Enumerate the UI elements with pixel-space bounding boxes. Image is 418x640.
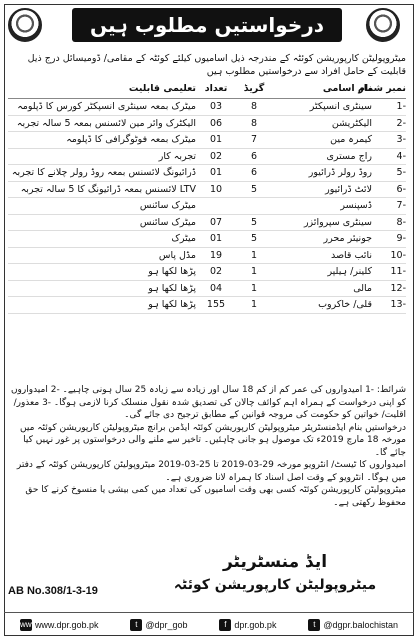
- header-qualification: تعلیمی قابلیت: [128, 83, 196, 94]
- row-title: قلی/ خاکروب: [318, 299, 372, 310]
- row-title: راج مستری: [326, 150, 372, 162]
- row-count: 02: [209, 266, 223, 277]
- header-no: نمبر شمار: [358, 83, 406, 94]
- footer-link[interactable]: [308, 619, 398, 631]
- social-icon: f: [219, 619, 231, 631]
- footer-link[interactable]: [20, 619, 99, 631]
- footer-link[interactable]: [130, 619, 187, 631]
- row-title: الیکٹریشن: [331, 117, 372, 129]
- row-title: سینٹری انسپکٹر: [309, 101, 372, 112]
- row-count: 01: [209, 233, 223, 244]
- row-grade: 7: [250, 134, 258, 145]
- header-title: نام اسامی: [322, 83, 372, 94]
- row-title: کلینر/ ہیلپر: [327, 266, 372, 277]
- row-qualification: ڈرائیونگ لائسنس بمعہ روڈ رولر چلانے کا تجربہ: [11, 167, 196, 178]
- reference-number: AB No.308/1-3-19: [8, 585, 98, 597]
- terms-and-conditions: [8, 384, 406, 509]
- row-grade: [236, 198, 272, 214]
- signature-block: [140, 550, 410, 596]
- row-count: 06: [209, 117, 223, 129]
- footer-link[interactable]: [219, 619, 276, 631]
- row-title: نائب قاصد: [330, 249, 372, 261]
- row-grade: 1: [250, 299, 258, 310]
- row-no: -9: [396, 233, 406, 244]
- footer-link-text: @dpr_gob: [145, 620, 188, 630]
- footer-link-text: dpr.gob.pk: [234, 620, 277, 630]
- row-count: 01: [209, 167, 223, 178]
- table-row: [8, 198, 406, 215]
- row-count: 19: [209, 249, 223, 261]
- signature-title: ایڈ منسٹریٹر: [222, 552, 328, 572]
- social-icon: www: [19, 620, 38, 629]
- row-grade: 1: [250, 282, 258, 294]
- row-qualification: پڑھا لکھا ہو: [148, 266, 196, 277]
- row-no: -13: [390, 299, 406, 310]
- intro-paragraph: میٹروپولیٹن کارپوریشن کوئٹہ کے مندرجہ ذیل اسامیوں کیلئے کوئٹہ کے مقامی/ ڈومیسائل درج ذیل قابلیت کے حامل افراد سے درخواستیں مطلوب ہیں: [27, 53, 406, 77]
- note-paragraph: امیدواروں کا ٹیسٹ/ انٹرویو مورخہ 29-03-2019 تا 25-03-2019 میٹروپولیٹن کارپوریشن کوئٹہ کے دفتر میں ہوگا۔ انٹرویو کے وقت اصل اسناد کا ہمراہ لانا ضروری ہے۔: [16, 460, 406, 483]
- row-no: -6: [396, 183, 406, 195]
- table-row: [8, 116, 406, 133]
- header-grade: گریڈ: [243, 83, 265, 94]
- row-qualification: LTV لائسنس بمعہ ڈرائیونگ کا 5 سالہ تجربہ: [20, 183, 196, 195]
- footer-link-text: @dgpr.balochistan: [323, 620, 399, 630]
- row-title: ڈسپنسر: [340, 200, 372, 211]
- table-row: [8, 248, 406, 265]
- corporation-logo-icon: [366, 8, 400, 42]
- social-icon: t: [308, 619, 320, 631]
- row-title: کیمرہ مین: [330, 134, 372, 145]
- row-no: -3: [396, 134, 406, 145]
- row-no: -8: [396, 216, 406, 228]
- row-grade: 5: [250, 233, 258, 244]
- row-no: -1: [396, 101, 406, 112]
- government-seal-icon: [8, 8, 42, 42]
- header: [4, 4, 404, 46]
- row-no: -2: [396, 117, 406, 129]
- social-icon: t: [130, 619, 142, 631]
- row-qualification: تجربہ کار: [158, 150, 196, 162]
- row-qualification: میٹرک بمعہ سینٹری انسپکٹر کورس کا ڈپلومہ: [17, 101, 196, 112]
- row-count: 07: [209, 216, 223, 228]
- row-count: 04: [209, 282, 223, 294]
- row-qualification: میٹرک بمعہ فوٹوگرافی کا ڈپلومہ: [66, 134, 196, 145]
- row-grade: 5: [250, 216, 258, 228]
- table-row: [8, 297, 406, 314]
- table-header-row: [8, 80, 406, 99]
- table-row: [8, 132, 406, 149]
- row-grade: 6: [250, 167, 258, 178]
- table-row: [8, 165, 406, 182]
- row-qualification: پڑھا لکھا ہو: [148, 282, 196, 294]
- table-row: [8, 149, 406, 166]
- row-title: جونیئر محرر: [323, 233, 372, 244]
- row-no: -7: [396, 200, 406, 211]
- table-row: [8, 215, 406, 232]
- row-title: لائٹ ڈرائیور: [325, 183, 372, 195]
- row-qualification: مڈل پاس: [158, 249, 196, 261]
- row-qualification: میٹرک: [171, 233, 196, 244]
- row-no: -4: [396, 150, 406, 162]
- row-count: 03: [209, 101, 223, 112]
- header-count: تعداد: [204, 83, 228, 94]
- row-title: روڈ رولر ڈرائیور: [308, 167, 372, 178]
- row-grade: 8: [250, 101, 258, 112]
- row-grade: 8: [250, 117, 258, 129]
- row-count: 02: [209, 150, 223, 162]
- row-count: 10: [209, 183, 223, 195]
- note-paragraph: میٹروپولیٹن کارپوریشن کوئٹہ کسی بھی وقت اسامیوں کی تعداد میں کمی بیشی یا منسوخ کرنے کا حق محفوظ رکھتی ہے۔: [25, 485, 406, 508]
- row-count: [196, 198, 236, 214]
- row-title: مالی: [353, 282, 372, 294]
- row-no: -10: [390, 249, 406, 261]
- row-grade: 5: [250, 183, 258, 195]
- note-paragraph: شرائط: -1 امیدواروں کی عمر کم از کم 18 سال اور زیادہ سے زیادہ 25 سال ہونی چاہیے۔ -2 امیدواروں کو اپنی درخواست کے ہمراہ اہم کوائف چالان کی تصدیق شدہ نقول منسلک کرنا لازمی ہوگا۔ -3 معذور/ اقلیت/ خواتین کو حکومت کی مروجہ قوانین کے مطابق ترجیح دی جائے گی۔: [10, 385, 406, 420]
- row-count: 01: [209, 134, 223, 145]
- row-count: 155: [206, 299, 226, 310]
- row-qualification: پڑھا لکھا ہو: [148, 299, 196, 310]
- row-no: -5: [396, 167, 406, 178]
- table-row: [8, 182, 406, 199]
- row-no: -12: [390, 282, 406, 294]
- row-title: سینٹری سپروائزر: [303, 216, 372, 228]
- note-paragraph: درخواستیں بنام ایڈمنسٹریٹر میٹروپولیٹن کارپوریشن کوئٹہ ایڈمن برانچ میٹروپولیٹن کارپوریشن کوئٹہ میں مورخہ 18 مارچ 2019ء تک موصول ہو جانی چاہئیں۔ تاخیر سے ملنے والی درخواستوں پر غور نہیں کیا جائے گا۔: [20, 422, 406, 458]
- row-grade: 1: [250, 249, 258, 261]
- footer-bar: [4, 612, 414, 637]
- row-grade: 6: [250, 150, 258, 162]
- page-title: درخواستیں مطلوب ہیں: [72, 8, 342, 42]
- posts-table: [8, 80, 406, 380]
- row-grade: 1: [250, 266, 258, 277]
- table-row: [8, 231, 406, 248]
- table-row: [8, 99, 406, 116]
- row-qualification: میٹرک سائنس: [139, 200, 196, 211]
- row-qualification: میٹرک سائنس: [139, 216, 196, 228]
- row-no: -11: [390, 266, 406, 277]
- table-row: [8, 264, 406, 281]
- row-qualification: الیکٹرک وائر مین لائسنس بمعہ 5 سالہ تجربہ: [16, 117, 196, 129]
- table-row: [8, 281, 406, 298]
- footer-link-text: www.dpr.gob.pk: [34, 620, 99, 630]
- signature-organization: میٹروپولیٹن کارپوریشن کوئٹہ: [173, 577, 377, 593]
